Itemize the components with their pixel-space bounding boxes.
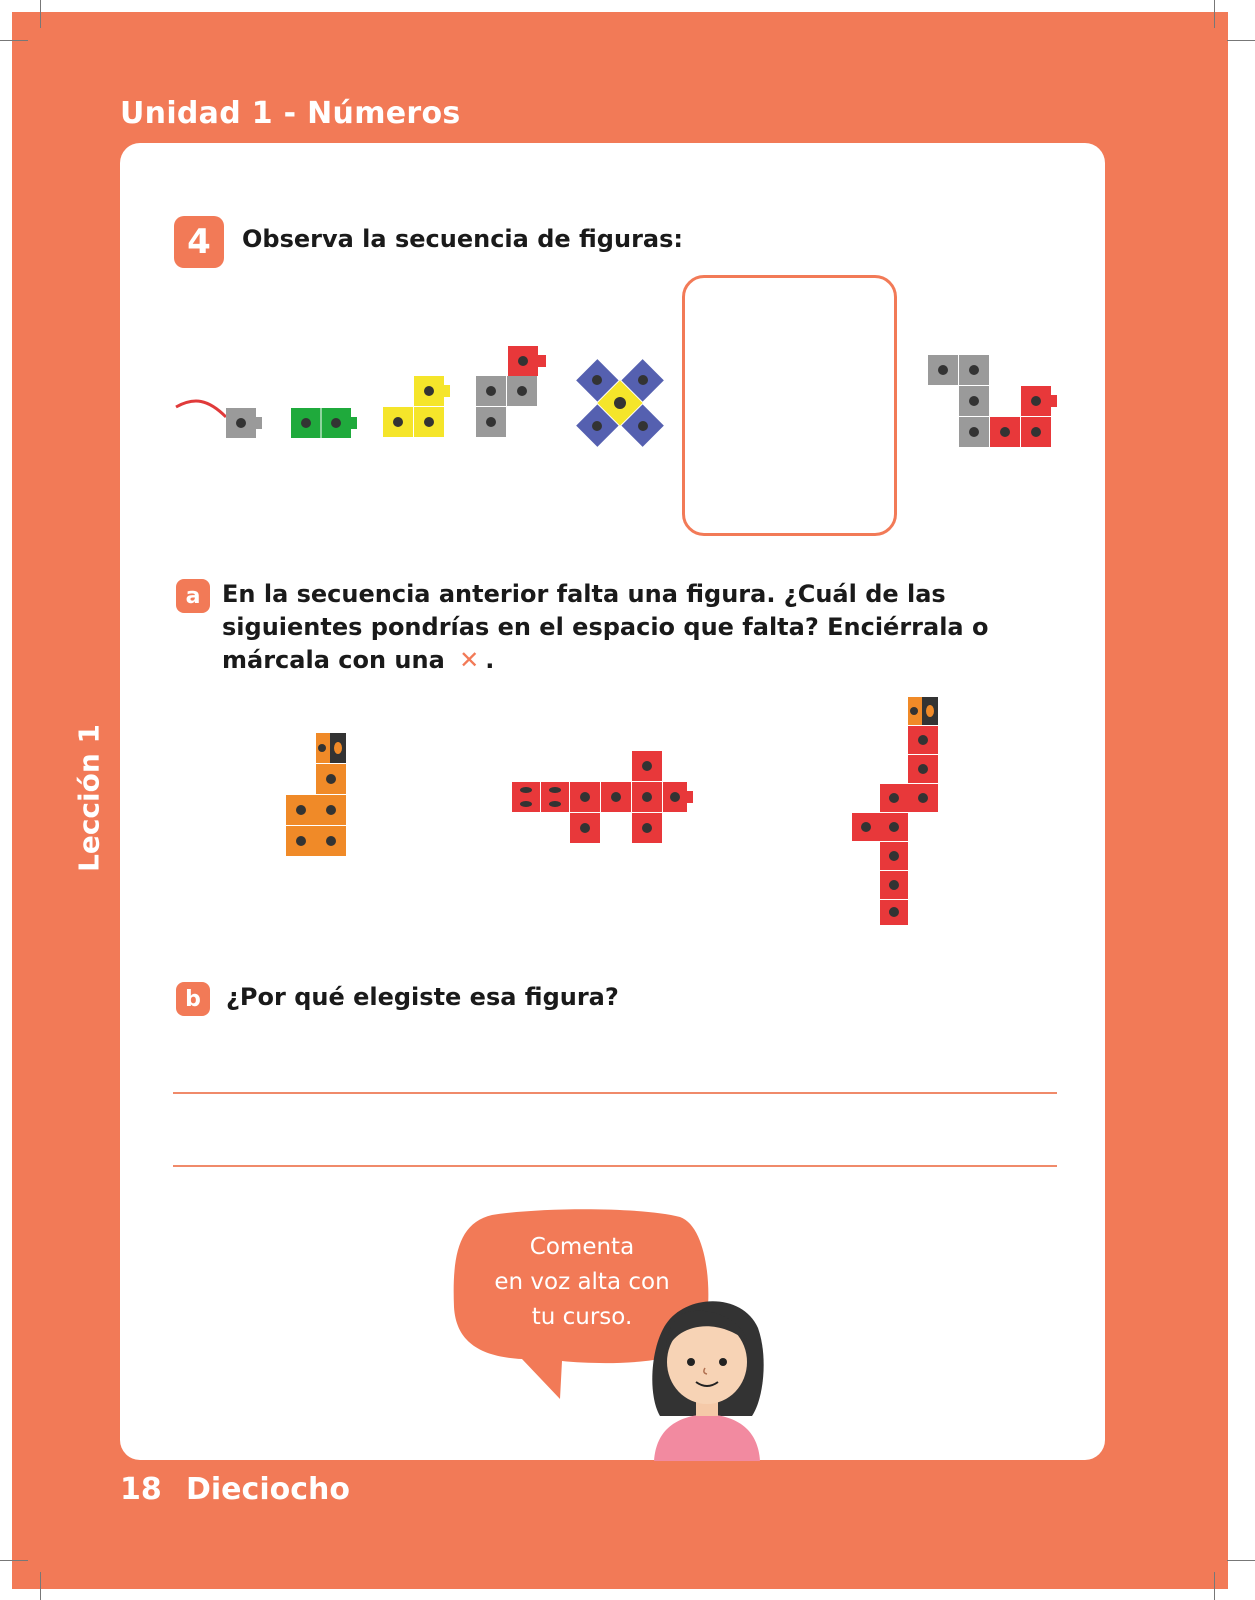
cube-dot [424,417,434,427]
cube-dot [1031,396,1041,406]
cube-dot [969,365,979,375]
crop-mark [1227,40,1255,41]
cube-dot [424,386,434,396]
red-cube [512,782,540,812]
cube-dot [486,386,496,396]
cube-dot [638,375,648,385]
bubble-line-2: en voz alta con [494,1269,670,1295]
cube-dot [642,823,652,833]
cube-hole [334,742,342,754]
girl-shirt [654,1414,760,1461]
option-figure-orange[interactable] [286,733,350,859]
x-mark-icon: ✕ [459,646,480,674]
cube-dot [393,417,403,427]
cube-connector [351,417,357,429]
red-cube [541,782,569,812]
cube-dot [331,418,341,428]
cube-dot [910,707,918,715]
cube-connector [256,417,262,429]
cube-dot [638,421,648,431]
cube-dot [580,823,590,833]
page-number-word: Dieciocho [186,1472,350,1507]
exercise-title: Observa la secuencia de figuras: [242,225,683,253]
cube-dot [326,774,336,784]
cube-dot [861,822,871,832]
cube-dot [889,880,899,890]
cube-dot [670,792,680,802]
cube-dot [614,397,626,409]
cube-dot [592,421,602,431]
cube-connector [1051,395,1057,407]
sequence-figure-5 [577,360,663,446]
sequence-figure-4 [476,346,556,438]
cube-dot [549,801,561,807]
girl-eye [719,1358,727,1366]
cube-dot [918,764,928,774]
crop-mark [1214,0,1215,28]
cube-dot [326,805,336,815]
cube-dot [296,805,306,815]
crop-mark [0,40,28,41]
crop-mark [0,1560,28,1561]
cube-dot [889,907,899,917]
crop-mark [40,1572,41,1600]
sequence-figure-1 [174,395,266,440]
cube-dot [580,792,590,802]
missing-figure-slot[interactable] [682,275,897,536]
cube-dot [549,787,561,793]
cube-dot [517,386,527,396]
bubble-line-1: Comenta [529,1234,635,1260]
part-a-badge: a [176,579,210,613]
cube-hole [926,705,934,717]
cube-dot [642,792,652,802]
exercise-number-badge: 4 [174,216,224,268]
answer-line[interactable] [173,1092,1057,1094]
unit-title: Unidad 1 - Números [120,96,461,131]
page-number: 18 [120,1472,162,1507]
bubble-line-3: tu curso. [531,1304,633,1330]
option-figure-red-horizontal[interactable] [512,754,692,840]
girl-illustration [646,1298,768,1461]
girl-eye [687,1358,695,1366]
cube-dot [918,735,928,745]
part-a-question [222,578,1002,677]
cube-dot [969,427,979,437]
cube-dot [301,418,311,428]
cube-dot [236,418,246,428]
cube-connector [444,385,450,397]
crop-mark [40,0,41,28]
cube-dot [592,375,602,385]
cube-dot [969,396,979,406]
cube-connector [687,791,693,803]
part-a-period: . [485,646,495,674]
crop-mark [1227,1560,1255,1561]
option-figure-red-vertical[interactable] [852,697,942,925]
cube-dot [889,851,899,861]
cube-dot [889,822,899,832]
string-line [176,401,226,417]
cube-dot [318,744,326,752]
cube-dot [518,356,528,366]
cube-dot [642,761,652,771]
cube-dot [486,417,496,427]
part-b-question: ¿Por qué elegiste esa figura? [226,983,619,1011]
cube-dot [1000,427,1010,437]
sequence-figure-2 [291,407,361,439]
cube-connector [538,355,546,367]
cube-dot [520,801,532,807]
cube-dot [520,787,532,793]
crop-mark [1214,1572,1215,1600]
cube-dot [296,836,306,846]
sequence-figure-7 [928,355,1058,447]
cube-dot [326,836,336,846]
cube-dot [611,792,621,802]
sequence-figure-3 [383,376,453,438]
part-b-badge: b [176,982,210,1016]
cube-dot [1031,427,1041,437]
lesson-label: Lección 1 [72,723,106,873]
cube-dot [889,793,899,803]
lesson-tab [72,718,106,878]
answer-line[interactable] [173,1165,1057,1167]
cube-dot [918,793,928,803]
cube-dot [938,365,948,375]
part-a-text: En la secuencia anterior falta una figura. ¿Cuál de las siguientes pondrías en el espacio que falta? Enciérrala o márcala con una [222,580,989,674]
